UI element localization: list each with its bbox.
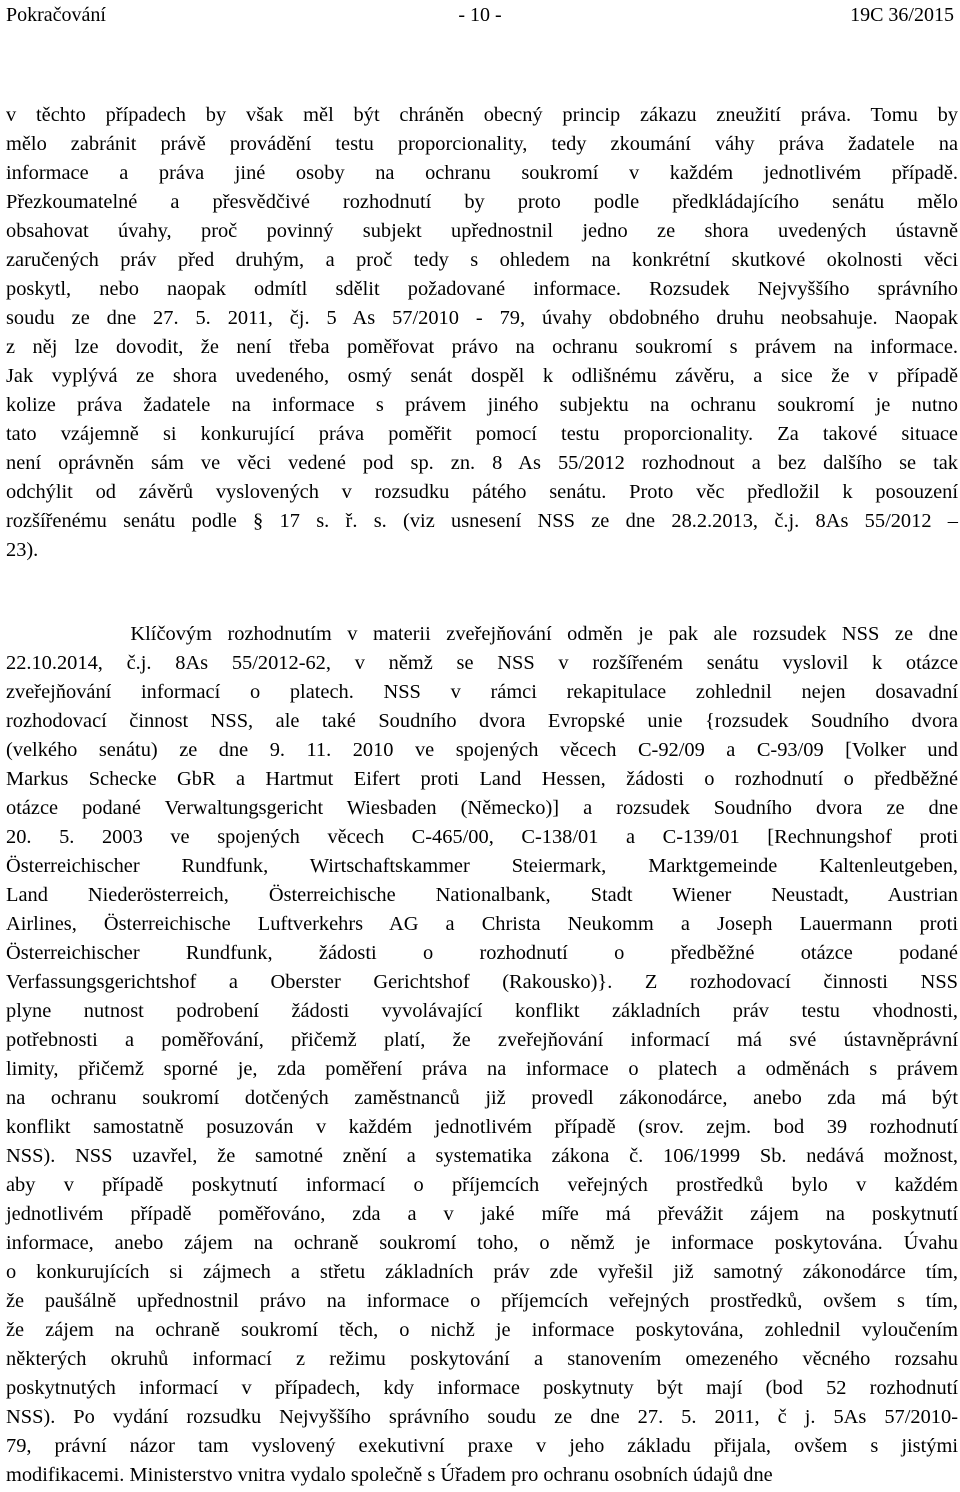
text-line: Österreichischer Rundfunk, žádosti o rozhodnutí o předběžné otázce podané: [6, 942, 958, 964]
text-line: tato vzájemně si konkurující práva poměřit pomocí testu proporcionality. Za takové situace: [6, 423, 958, 445]
text-line: Airlines, Österreichische Luftverkehrs AG a Christa Neukomm a Joseph Lauermann proti: [6, 913, 958, 935]
text-line: v těchto případech by však měl být chráněn obecný princip zákazu zneužití práva. Tomu by: [6, 104, 958, 126]
text-line: soudu ze dne 27. 5. 2011, čj. 5 As 57/2010 - 79, úvahy obdobného druhu neobsahuje. Naopak: [6, 307, 958, 329]
header-page-number: - 10 -: [458, 4, 502, 26]
text-line: informace a práva jiné osoby na ochranu soukromí v každém jednotlivém případě.: [6, 162, 958, 184]
text-line: o konkurujících si zájmech a střetu základních práv zde vyřešil již samotný zákonodárce tím,: [6, 1261, 958, 1283]
paragraph-1: [6, 101, 958, 565]
text-line: některých okruhů informací z režimu poskytování a stanovením omezeného věcného rozsahu: [6, 1348, 958, 1370]
text-line: aby v případě poskytnutí informací o příjemcích veřejných prostředků bylo v každém: [6, 1174, 958, 1196]
text-line: 20. 5. 2003 ve spojených věcech C-465/00, C-138/01 a C-139/01 [Rechnungshof proti: [6, 826, 958, 848]
text-line: otázce podané Verwaltungsgericht Wiesbaden (Německo)] a rozsudek Soudního dvora ze dne: [6, 797, 958, 819]
text-line: že paušálně upřednostnil právo na informace o příjemcích veřejných prostředků, ovšem s tím,: [6, 1290, 958, 1312]
text-line: Klíčovým rozhodnutím v materii zveřejňování odměn je pak ale rozsudek NSS ze dne: [6, 623, 958, 645]
text-line: 79, právní názor tam vyslovený exekutivní praxe v jeho základu přijala, ovšem s jistými: [6, 1435, 958, 1457]
text-line: poskytnutých informací v případech, kdy informace poskytnuty být mají (bod 52 rozhodnutí: [6, 1377, 958, 1399]
text-line: Markus Schecke GbR a Hartmut Eifert proti Land Hessen, žádosti o rozhodnutí o předběžné: [6, 768, 958, 790]
text-line: potřebnosti a poměřování, přičemž platí, že zveřejňování informací má své ústavněprávní: [6, 1029, 958, 1051]
text-line: konflikt samostatně posuzován v každém jednotlivém případě (srov. zejm. bod 39 rozhodnutí: [6, 1116, 958, 1138]
text-line: kolize práva žadatele na informace s právem jiného subjektu na ochranu soukromí je nutno: [6, 394, 958, 416]
text-line: Österreichischer Rundfunk, Wirtschaftskammer Steiermark, Marktgemeinde Kaltenleutgeben,: [6, 855, 958, 877]
page-header: [6, 0, 954, 30]
text-line: (velkého senátu) ze dne 9. 11. 2010 ve spojených věcech C-92/09 a C-93/09 [Volker und: [6, 739, 958, 761]
text-line: zveřejňování informací o platech. NSS v rámci rekapitulace zohlednil nejen dosavadní: [6, 681, 958, 703]
text-line: NSS). Po vydání rozsudku Nejvyššího správního soudu ze dne 27. 5. 2011, č j. 5As 57/2010-: [6, 1406, 958, 1428]
text-line: Verfassungsgerichtshof a Oberster Gerichtshof (Rakousko)}. Z rozhodovací činnosti NSS: [6, 971, 958, 993]
text-line: mělo zabránit právě provádění testu proporcionality, tedy zkoumání váhy práva žadatele na: [6, 133, 958, 155]
text-line: limity, přičemž sporné je, zda poměření práva na informace o platech a odměnách s právem: [6, 1058, 958, 1080]
text-line: odchýlit od závěrů vyslovených v rozsudku pátého senátu. Proto věc předložil k posouzení: [6, 481, 958, 503]
text-line: z něj lze dovodit, že není třeba poměřovat právo na ochranu soukromí s právem na informace.: [6, 336, 958, 358]
text-line: na ochranu soukromí dotčených zaměstnanců již provedl zákonodárce, anebo zda má být: [6, 1087, 958, 1109]
text-line: není oprávněn sám ve věci vedené pod sp. zn. 8 As 55/2012 rozhodnout a bez dalšího se tak: [6, 452, 958, 474]
header-continuation: Pokračování: [6, 4, 106, 26]
text-line: obsahovat úvahy, proč povinný subjekt upřednostnil jedno ze shora uvedených ústavně: [6, 220, 958, 242]
text-line: rozhodovací činnost NSS, ale také Soudního dvora Evropské unie {rozsudek Soudního dvora: [6, 710, 958, 732]
text-line: že zájem na ochraně soukromí těch, o nichž je informace poskytována, zohlednil vyloučením: [6, 1319, 958, 1341]
text-line: zaručených práv před druhým, a proč tedy s ohledem na konkrétní skutkové okolnosti věci: [6, 249, 958, 271]
text-line: poskytl, nebo naopak odmítl sdělit požadované informace. Rozsudek Nejvyššího správního: [6, 278, 958, 300]
text-line: informace, anebo zájem na ochraně soukromí toho, o němž je informace poskytována. Úvahu: [6, 1232, 958, 1254]
text-line: 22.10.2014, č.j. 8As 55/2012-62, v němž se NSS v rozšířeném senátu vyslovil k otázce: [6, 652, 958, 674]
header-case-number: 19C 36/2015: [850, 4, 954, 26]
text-line: modifikacemi. Ministerstvo vnitra vydalo společně s Úřadem pro ochranu osobních údajů dne: [6, 1464, 773, 1486]
paragraph-2: [6, 620, 958, 1490]
text-line: jednotlivém případě poměřováno, zda a v jaké míře má převážit zájem na poskytnutí: [6, 1203, 958, 1225]
text-line: Land Niederösterreich, Österreichische Nationalbank, Stadt Wiener Neustadt, Austrian: [6, 884, 958, 906]
text-line: Přezkoumatelné a přesvědčivé rozhodnutí by proto podle předkládajícího senátu mělo: [6, 191, 958, 213]
text-line: Jak vyplývá ze shora uvedeného, osmý senát dospěl k odlišnému závěru, a sice že v případě: [6, 365, 958, 387]
text-line: plyne nutnost podrobení žádosti vyvolávající konflikt základních práv testu vhodnosti,: [6, 1000, 958, 1022]
text-line: rozšířenému senátu podle § 17 s. ř. s. (viz usnesení NSS ze dne 28.2.2013, č.j. 8As 55/2012 –: [6, 510, 958, 532]
text-line: NSS). NSS uzavřel, že samotné znění a systematika zákona č. 106/1999 Sb. nedává možnost,: [6, 1145, 958, 1167]
text-line: 23).: [6, 539, 39, 561]
